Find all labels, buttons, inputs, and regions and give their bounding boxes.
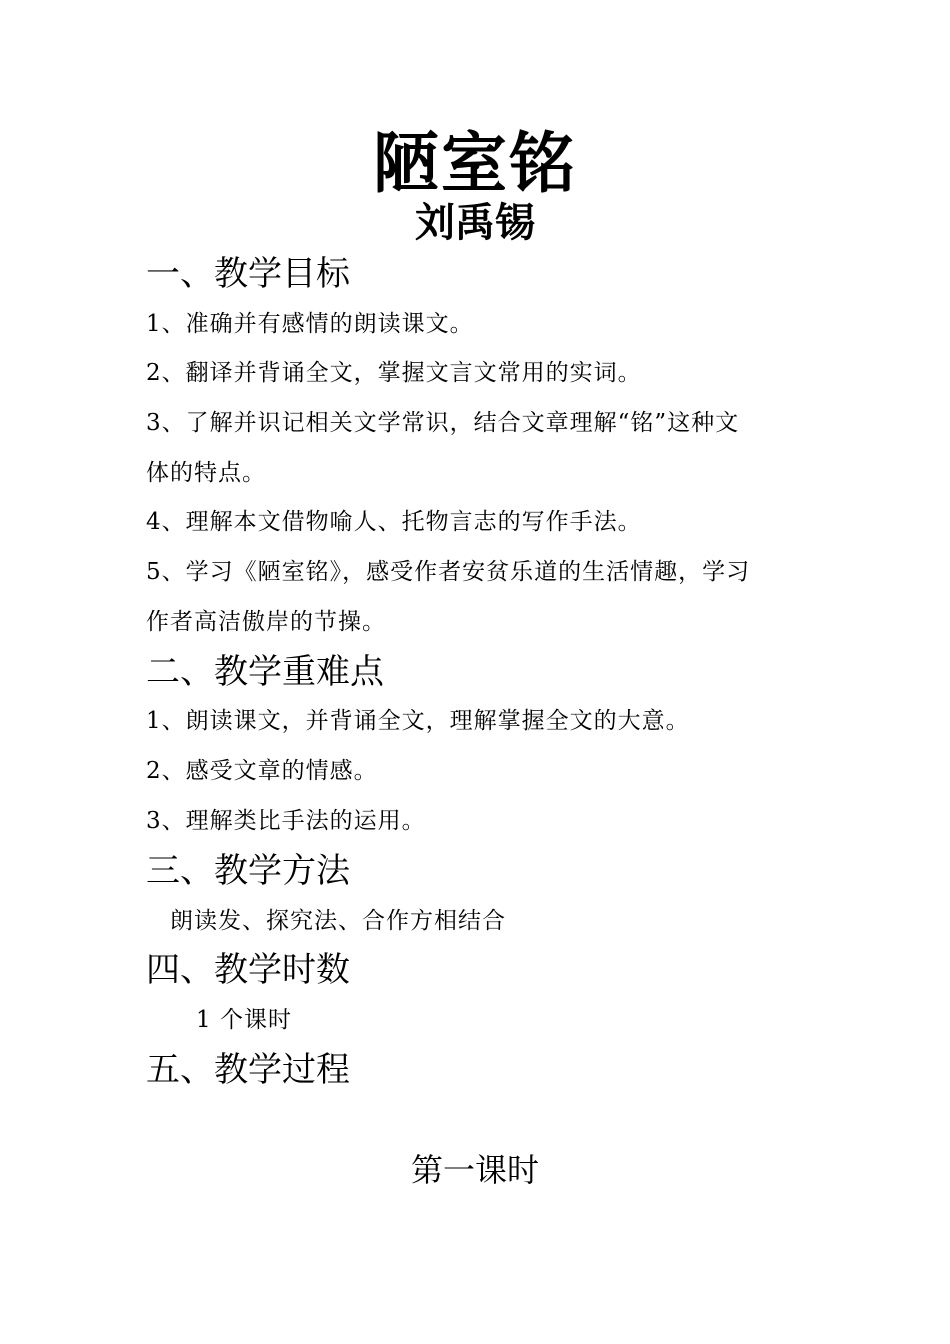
- goal-item: 3、了解并识记相关文学常识，结合文章理解“铭”这种文: [146, 410, 740, 436]
- key-point-item: 3、理解类比手法的运用。: [146, 808, 426, 834]
- section-heading-hours: 四、教学时数: [146, 950, 350, 990]
- key-point-item: 1、朗读课文，并背诵全文，理解掌握全文的大意。: [146, 708, 690, 734]
- document-title: 陋室铭: [373, 124, 577, 202]
- hours-text: 1 个课时: [196, 1007, 292, 1033]
- goal-item: 4、理解本文借物喻人、托物言志的写作手法。: [146, 509, 642, 535]
- goal-item: 2、翻译并背诵全文，掌握文言文常用的实词。: [146, 360, 642, 386]
- goal-item-continued: 体的特点。: [146, 460, 266, 486]
- section-heading-goals: 一、教学目标: [146, 254, 350, 294]
- section-heading-process: 五、教学过程: [146, 1050, 350, 1090]
- section-heading-methods: 三、教学方法: [146, 851, 350, 891]
- goal-item-continued: 作者高洁傲岸的节操。: [146, 609, 386, 635]
- lesson-label: 第一课时: [410, 1151, 539, 1189]
- goal-item: 5、学习《陋室铭》，感受作者安贫乐道的生活情趣，学习: [146, 559, 751, 585]
- document-author: 刘禹锡: [415, 199, 535, 246]
- methods-text: 朗读发、探究法、合作方相结合: [170, 908, 506, 934]
- goal-item: 1、准确并有感情的朗读课文。: [146, 311, 474, 337]
- section-heading-key-points: 二、教学重难点: [146, 652, 384, 692]
- key-point-item: 2、感受文章的情感。: [146, 758, 378, 784]
